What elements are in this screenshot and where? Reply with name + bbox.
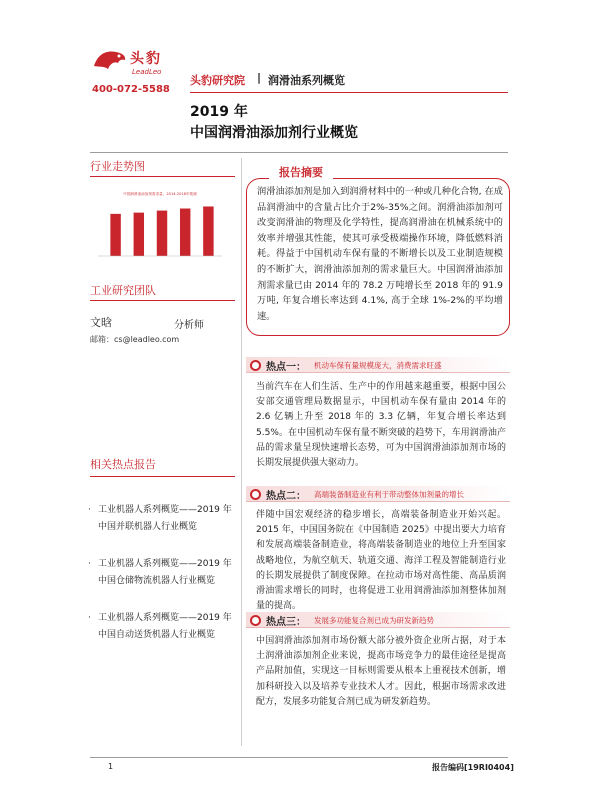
hotspot-2-text: 伴随中国宏观经济的稳步增长，高端装备制造业开始兴起。2015 年，中国国务院在《中国制造 2025》中提出要大力培育和发展高端装备制造业，将高端装备制造业的地位上升至国家战略地位，为航空航天、轨道交通、海洋工程及智能制造行业的长期发展提供了制度保障。在拉动市场对高性能、高品质润滑油需求增长的同时，也将促进工业用润滑油添加剂整体加剂量的提高。 — [256, 510, 506, 612]
page-number: 1 — [108, 762, 114, 771]
related-report-text: 工业机器人系列概览——2019 年中国并联机器人行业概览 — [98, 505, 232, 532]
hotspot-1-subtitle: 机动车保有量规模庞大，消费需求旺盛 — [314, 361, 442, 370]
mini-chart-bar — [134, 213, 144, 256]
bullet-icon: · — [88, 505, 91, 515]
leopard-logo-icon — [92, 44, 128, 74]
mini-chart-bar — [157, 211, 167, 256]
header-separator: | — [257, 71, 262, 84]
team-heading: 工业研究团队 — [90, 284, 156, 297]
header-brand: 头豹研究院 — [190, 74, 245, 87]
related-report-text: 工业机器人系列概览——2019 年中国仓储物流机器人行业概览 — [98, 559, 232, 586]
top-divider — [90, 152, 508, 153]
bullet-icon: · — [88, 613, 91, 623]
hotspot-3-subtitle: 发展多功能复合剂已成为研发新趋势 — [314, 616, 434, 625]
related-heading-rule — [90, 476, 235, 477]
hotspot-2-subtitle: 高端装备制造业有利于带动整体加剂量的增长 — [314, 490, 464, 499]
related-report-item[interactable] — [88, 556, 234, 590]
related-heading: 相关热点报告 — [90, 458, 156, 471]
mini-chart-bar — [180, 209, 190, 256]
logo-name-en: LeadLeo — [132, 68, 162, 76]
report-code: 报告编码[19RI0404] — [432, 763, 514, 772]
hotspot-1-text: 当前汽车在人们生活、生产中的作用越来越重要，根据中国公安部交通管理局数据显示，中国机动车保有量由 2014 年的 2.6 亿辆上升至 2018 年的 3.3 亿辆，年复合增长率达到 5.5%。在中国机动车保有量不断突破的趋势下，车用润滑油产品的需求量呈现快速增长态势，可为中国润滑油添加剂市场的长期发展提供强大驱动力。 — [256, 382, 506, 469]
hotspot-circle-icon — [250, 615, 261, 626]
analyst-name: 文晗 — [90, 316, 112, 329]
hotspot-1-header — [246, 357, 510, 373]
hotspot-3-text: 中国润滑油添加剂市场份额大部分被外资企业所占据，对于本土润滑油添加剂企业来说，提高市场竞争力的最佳途径是提高产品附加值，实现这一目标则需要从根本上重视技术创新，增加科研投入以及培养专业技术人才。因此，根据市场需求改进配方，发展多功能复合剂已成为研发新趋势。 — [256, 636, 506, 707]
report-year: 2019 年 — [190, 104, 248, 120]
summary-text: 润滑油添加剂是加入到润滑材料中的一种或几种化合物, 在成品润滑油中的含量占比介于2%-35%之间。润滑油添加剂可改变润滑油的物理及化学特性，提高润滑油在机械系统中的效率并增强其性能，使其可承受极端操作环境，降低燃料消耗。得益于中国机动车保有量的不断增长以及工业制造规模的不断扩大，润滑油添加剂的需求量巨大。中国润滑油添加剂需求量已由 2014 年的 78.2 万吨增长至 2018 年的 91.9 万吨, 年复合增长率达到 4.1%, 高于全球 1%-2%的平均增速。 — [257, 186, 503, 322]
hotspot-2-label: 热点二： — [266, 491, 306, 502]
footer-divider — [90, 757, 508, 758]
logo-name-cn: 头豹 — [130, 51, 162, 67]
bullet-icon: · — [88, 559, 91, 569]
trend-heading: 行业走势图 — [90, 160, 145, 173]
header-series: 润滑油系列概览 — [268, 74, 345, 87]
related-report-text: 工业机器人系列概览——2019 年中国自动送货机器人行业概览 — [98, 613, 232, 640]
hotspot-3-label: 热点三： — [266, 617, 306, 628]
company-logo — [92, 44, 202, 84]
related-report-item[interactable] — [88, 502, 234, 536]
hotspot-3-header — [246, 612, 510, 628]
mini-chart-title: 中国润滑油添加剂需求量，2014-2018年预测 — [123, 192, 197, 196]
summary-label: 报告摘要 — [269, 164, 333, 180]
mini-chart-bar — [203, 206, 213, 256]
trend-heading-rule — [90, 176, 235, 177]
trend-mini-chart — [90, 190, 230, 262]
hotspot-circle-icon — [250, 489, 261, 500]
related-report-item[interactable] — [88, 610, 234, 644]
hotspot-circle-icon — [250, 360, 261, 371]
analyst-role: 分析师 — [174, 320, 204, 331]
team-heading-rule — [90, 300, 235, 301]
hotspot-2-header — [246, 486, 510, 502]
mini-chart-bar — [110, 214, 120, 256]
header-divider — [190, 92, 508, 93]
analyst-email[interactable]: 邮箱：cs@leadleo.com — [90, 335, 180, 344]
hotspot-1-label: 热点一： — [266, 362, 306, 373]
report-title: 中国润滑油添加剂行业概览 — [190, 125, 358, 141]
phone-number: 400-072-5588 — [92, 84, 170, 95]
column-divider — [241, 158, 242, 746]
